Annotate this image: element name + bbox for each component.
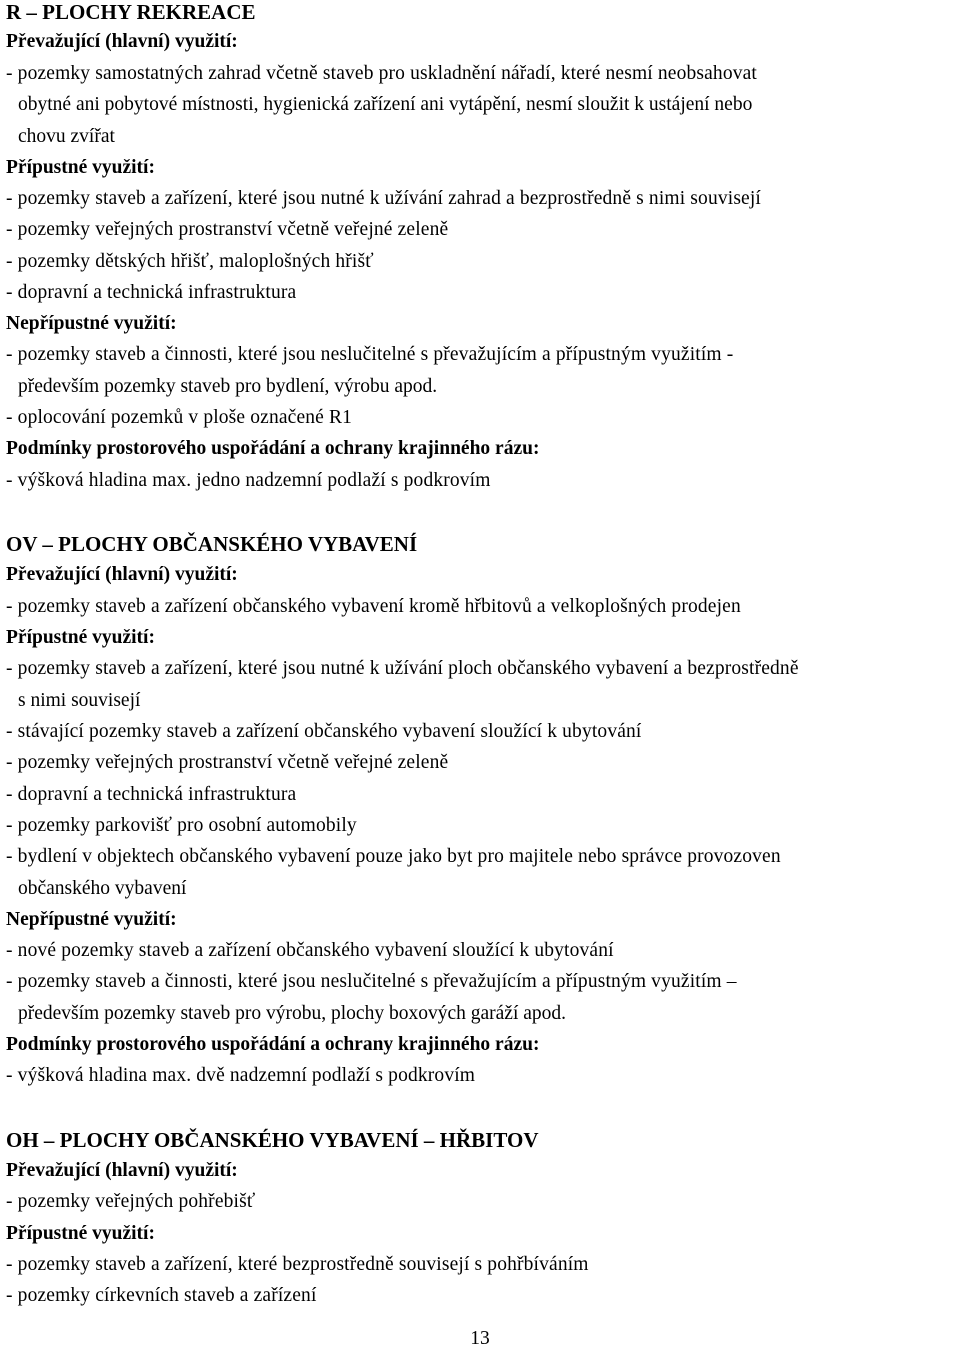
section-title: OH – PLOCHY OBČANSKÉHO VYBAVENÍ – HŘBITOV bbox=[6, 1128, 539, 1152]
list-item: - pozemky církevních staveb a zařízení bbox=[6, 1285, 317, 1306]
list-item: - pozemky staveb a zařízení, které jsou nutné k užívání ploch občanského vybavení a bezprostředně bbox=[6, 658, 799, 679]
block-heading: Nepřípustné využití: bbox=[6, 313, 177, 334]
list-item: - pozemky dětských hřišť, maloplošných hřišť bbox=[6, 251, 374, 272]
list-item: - pozemky veřejných prostranství včetně veřejné zeleně bbox=[6, 752, 449, 773]
list-item: - pozemky staveb a činnosti, které jsou neslučitelné s převažujícím a přípustným využitím – bbox=[6, 971, 737, 992]
list-item: - výšková hladina max. dvě nadzemní podlaží s podkrovím bbox=[6, 1065, 476, 1086]
list-item: - pozemky staveb a zařízení občanského vybavení kromě hřbitovů a velkoplošných prodejen bbox=[6, 596, 741, 617]
list-item-continuation: především pozemky staveb pro bydlení, výrobu apod. bbox=[18, 376, 438, 397]
block-heading: Převažující (hlavní) využití: bbox=[6, 1160, 238, 1181]
page-number: 13 bbox=[470, 1328, 490, 1349]
block-heading: Nepřípustné využití: bbox=[6, 909, 177, 930]
list-item: - pozemky veřejných pohřebišť bbox=[6, 1191, 256, 1212]
section-title: OV – PLOCHY OBČANSKÉHO VYBAVENÍ bbox=[6, 532, 418, 556]
list-item-continuation: obytné ani pobytové místnosti, hygienická zařízení ani vytápění, nesmí sloužit k ustájení nebo bbox=[18, 94, 753, 115]
list-item-continuation: s nimi souvisejí bbox=[18, 690, 141, 711]
block-heading: Podmínky prostorového uspořádání a ochrany krajinného rázu: bbox=[6, 1034, 540, 1055]
list-item: - pozemky staveb a zařízení, které jsou nutné k užívání zahrad a bezprostředně s nimi souvisejí bbox=[6, 188, 761, 209]
list-item: - pozemky staveb a zařízení, které bezprostředně souvisejí s pohřbíváním bbox=[6, 1254, 589, 1275]
block-heading: Podmínky prostorového uspořádání a ochrany krajinného rázu: bbox=[6, 438, 540, 459]
list-item: - dopravní a technická infrastruktura bbox=[6, 282, 297, 303]
section-title: R – PLOCHY REKREACE bbox=[6, 0, 256, 24]
list-item: - nové pozemky staveb a zařízení občanského vybavení sloužící k ubytování bbox=[6, 940, 614, 961]
list-item: - oplocování pozemků v ploše označené R1 bbox=[6, 407, 353, 428]
list-item: - pozemky staveb a činnosti, které jsou neslučitelné s převažujícím a přípustným využitím - bbox=[6, 344, 734, 365]
list-item: - pozemky samostatných zahrad včetně staveb pro uskladnění nářadí, které nesmí neobsahovat bbox=[6, 63, 757, 84]
list-item-continuation: občanského vybavení bbox=[18, 878, 187, 899]
list-item: - bydlení v objektech občanského vybavení pouze jako byt pro majitele nebo správce provozoven bbox=[6, 846, 781, 867]
block-heading: Přípustné využití: bbox=[6, 1223, 155, 1244]
list-item: - stávající pozemky staveb a zařízení občanského vybavení sloužící k ubytování bbox=[6, 721, 642, 742]
block-heading: Přípustné využití: bbox=[6, 627, 155, 648]
block-heading: Přípustné využití: bbox=[6, 157, 155, 178]
block-heading: Převažující (hlavní) využití: bbox=[6, 31, 238, 52]
block-heading: Převažující (hlavní) využití: bbox=[6, 564, 238, 585]
list-item: - pozemky parkovišť pro osobní automobily bbox=[6, 815, 357, 836]
list-item-continuation: chovu zvířat bbox=[18, 126, 115, 147]
list-item: - pozemky veřejných prostranství včetně veřejné zeleně bbox=[6, 219, 449, 240]
list-item: - dopravní a technická infrastruktura bbox=[6, 784, 297, 805]
list-item-continuation: především pozemky staveb pro výrobu, plochy boxových garáží apod. bbox=[18, 1003, 567, 1024]
list-item: - výšková hladina max. jedno nadzemní podlaží s podkrovím bbox=[6, 470, 491, 491]
